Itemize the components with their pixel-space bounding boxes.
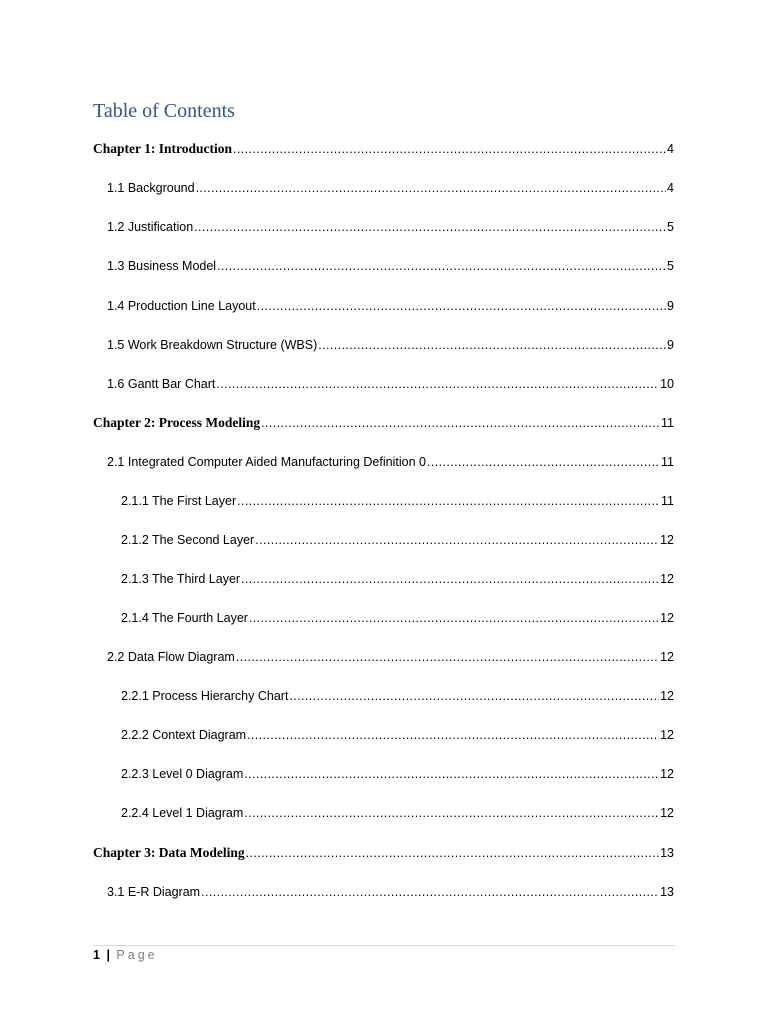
toc-entry-page: 12 <box>660 572 674 586</box>
toc-entry-2-2-3[interactable] <box>121 765 674 783</box>
dot-leader <box>318 336 666 354</box>
toc-entry-label: 1.4 Production Line Layout <box>107 299 256 313</box>
toc-entry-label: 1.5 Work Breakdown Structure (WBS) <box>107 338 318 352</box>
toc-entry-label: 2.2.3 Level 0 Diagram <box>121 767 244 781</box>
dot-leader <box>255 531 659 549</box>
toc-entry-label: 2.2.2 Context Diagram <box>121 728 247 742</box>
toc-entry-label: 2.1.2 The Second Layer <box>121 533 255 547</box>
toc-entry-1-6[interactable] <box>107 375 674 393</box>
footer-page-number: 1 <box>93 948 100 962</box>
toc-entry-label: 2.1.3 The Third Layer <box>121 572 241 586</box>
footer-separator: | <box>106 948 110 962</box>
toc-entry-page: 11 <box>661 455 674 469</box>
toc-entry-chapter-3[interactable] <box>93 844 674 862</box>
toc-entry-2-1-4[interactable] <box>121 609 674 627</box>
toc-entry-page: 12 <box>660 728 674 742</box>
toc-entry-page: 9 <box>667 338 674 352</box>
toc-entry-2-1-1[interactable] <box>121 492 674 510</box>
dot-leader <box>237 492 660 510</box>
toc-entry-page: 11 <box>661 416 674 430</box>
toc-entry-1-2[interactable] <box>107 218 674 236</box>
dot-leader <box>236 648 659 666</box>
toc-entry-chapter-2[interactable] <box>93 414 674 432</box>
toc-entry-2-1[interactable] <box>107 453 674 471</box>
dot-leader <box>427 453 660 471</box>
footer-divider <box>93 945 675 946</box>
toc-entry-1-5[interactable] <box>107 336 674 354</box>
dot-leader <box>249 609 659 627</box>
toc-entry-page: 12 <box>660 806 674 820</box>
toc-entry-page: 11 <box>661 494 674 508</box>
dot-leader <box>257 297 666 315</box>
dot-leader <box>246 844 659 862</box>
toc-entry-label: 1.6 Gantt Bar Chart <box>107 377 216 391</box>
toc-entry-page: 12 <box>660 650 674 664</box>
toc-entry-page: 13 <box>660 885 674 899</box>
toc-entry-page: 4 <box>667 142 674 156</box>
toc-entry-1-3[interactable] <box>107 257 674 275</box>
toc-entry-label: 1.3 Business Model <box>107 259 217 273</box>
toc-entry-page: 9 <box>667 299 674 313</box>
dot-leader <box>289 687 659 705</box>
toc-entry-label: 2.2.1 Process Hierarchy Chart <box>121 689 289 703</box>
dot-leader <box>244 804 659 822</box>
toc-entry-label: 2.1.4 The Fourth Layer <box>121 611 248 625</box>
toc-entry-3-1[interactable] <box>107 883 674 901</box>
dot-leader <box>196 179 666 197</box>
toc-entry-label: Chapter 2: Process Modeling <box>93 415 261 430</box>
toc-entry-page: 12 <box>660 611 674 625</box>
toc-entry-page: 13 <box>660 846 674 860</box>
toc-entry-label: 2.1 Integrated Computer Aided Manufacturing Definition 0 <box>107 455 426 469</box>
toc-entry-2-1-3[interactable] <box>121 570 674 588</box>
dot-leader <box>194 218 666 236</box>
toc-entry-label: 2.1.1 The First Layer <box>121 494 237 508</box>
dot-leader <box>241 570 659 588</box>
dot-leader <box>217 257 666 275</box>
toc-entry-page: 10 <box>660 377 674 391</box>
toc-entry-page: 12 <box>660 767 674 781</box>
dot-leader <box>261 414 660 432</box>
toc-entry-page: 12 <box>660 533 674 547</box>
toc-entry-label: Chapter 1: Introduction <box>93 141 233 156</box>
dot-leader <box>216 375 659 393</box>
toc-entry-1-1[interactable] <box>107 179 674 197</box>
dot-leader <box>201 883 659 901</box>
page-footer <box>93 948 158 962</box>
footer-page-word: Page <box>116 948 158 962</box>
toc-entry-page: 12 <box>660 689 674 703</box>
page-title: Table of Contents <box>93 100 235 122</box>
toc-entry-2-2-4[interactable] <box>121 804 674 822</box>
toc-entry-2-2-2[interactable] <box>121 726 674 744</box>
toc-entry-label: 3.1 E-R Diagram <box>107 885 201 899</box>
toc-entry-chapter-1[interactable] <box>93 140 674 158</box>
toc-entry-page: 5 <box>667 259 674 273</box>
toc-entry-2-2-1[interactable] <box>121 687 674 705</box>
toc-entry-label: 2.2 Data Flow Diagram <box>107 650 235 664</box>
toc-entry-label: Chapter 3: Data Modeling <box>93 845 245 860</box>
toc-entry-1-4[interactable] <box>107 297 674 315</box>
dot-leader <box>247 726 659 744</box>
toc-entry-page: 5 <box>667 220 674 234</box>
toc-entry-label: 1.2 Justification <box>107 220 194 234</box>
dot-leader <box>233 140 666 158</box>
toc-entry-2-2[interactable] <box>107 648 674 666</box>
toc-entry-label: 1.1 Background <box>107 181 195 195</box>
toc-entry-label: 2.2.4 Level 1 Diagram <box>121 806 244 820</box>
dot-leader <box>244 765 659 783</box>
toc-entry-page: 4 <box>667 181 674 195</box>
toc-entry-2-1-2[interactable] <box>121 531 674 549</box>
